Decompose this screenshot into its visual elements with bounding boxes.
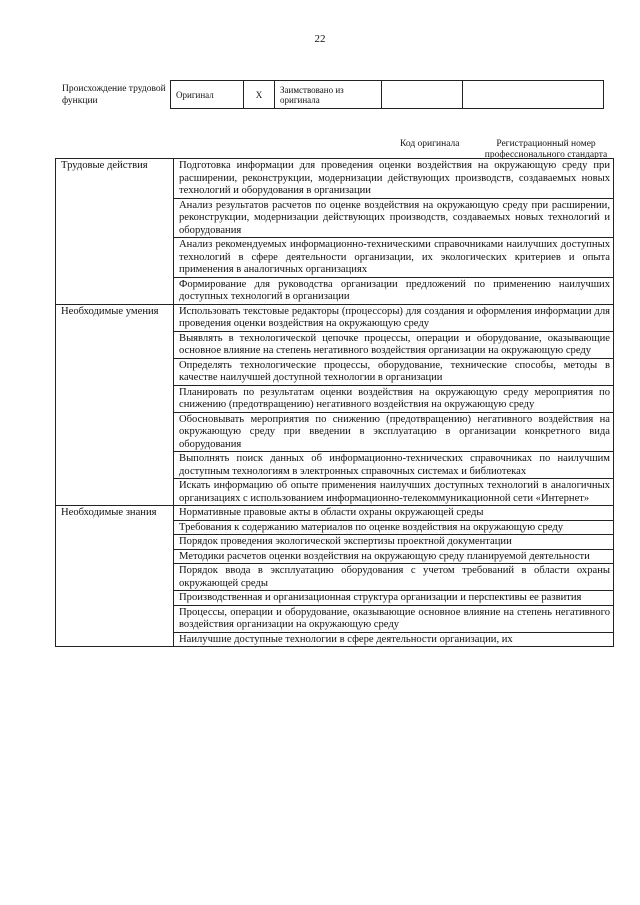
origin-table [170,80,604,109]
section-item: Использовать текстовые редакторы (процессоры) для создания и оформления информации для проведения оценки воздействия на окружающую среду [174,304,614,331]
table-row [56,159,614,199]
table-row [56,506,614,521]
code-caption: Код оригинала [400,139,460,149]
function-table [55,158,614,647]
section-item: Планировать по результатам оценки воздействия на окружающую среду мероприятия по снижению (предотвращению) негативного воздействия на окружающую среду [174,385,614,412]
original-mark: X [244,81,275,109]
section-item: Нормативные правовые акты в области охраны окружающей среды [174,506,614,521]
section-item: Выполнять поиск данных об информационно-технических справочниках по наилучшим доступным технологиям в электронных справочных системах и библиотеках [174,452,614,479]
section-item: Методики расчетов оценки воздействия на окружающую среду планируемой деятельности [174,549,614,564]
section-item: Анализ результатов расчетов по оценке воздействия на окружающую среду при расширении, реконструкции, модернизации действующих производств, создаваемых новых технологий и оборудования [174,198,614,238]
section-title: Трудовые действия [56,159,174,305]
reg-number-caption: Регистрационный номер профессионального стандарта [484,139,608,160]
section-item: Анализ рекомендуемых информационно-техническими справочниками наилучших доступных технологий в сфере деятельности организации, их экологических критериев и опыта применения в аналогичных организациях [174,238,614,278]
section-item: Производственная и организационная структура организации и перспективы ее развития [174,591,614,606]
original-cell: Оригинал [171,81,244,109]
origin-label: Происхождение трудовой функции [62,84,166,106]
section-item: Процессы, операции и оборудование, оказывающие основное влияние на степень негативного воздействия организации на окружающую среду [174,605,614,632]
section-item: Определять технологические процессы, оборудование, технические способы, методы в качестве наилучшей доступной технологии в организации [174,358,614,385]
borrowed-cell: Заимствовано из оригинала [275,81,382,109]
section-item: Выявлять в технологической цепочке процессы, операции и оборудование, оказывающие основное влияние на степень негативного воздействия организации на окружающую среду [174,331,614,358]
section-item: Формирование для руководства организации предложений по применению наилучших доступных технологий в организации [174,277,614,304]
section-item: Наилучшие доступные технологии в сфере деятельности организации, их [174,632,614,647]
section-item: Подготовка информации для проведения оценки воздействия на окружающую среду при расширении, реконструкции, модернизации действующих производств, создаваемых новых технологий и оборудования в организации [174,159,614,199]
section-item: Обосновывать мероприятия по снижению (предотвращению) негативного воздействия на окружающую среду при введении в эксплуатацию в организации конкретного вида оборудования [174,412,614,452]
section-title: Необходимые умения [56,304,174,506]
reg-number-cell [463,81,604,109]
code-cell [382,81,463,109]
section-item: Требования к содержанию материалов по оценке воздействия на окружающую среду [174,520,614,535]
table-row [56,304,614,331]
section-item: Порядок проведения экологической экспертизы проектной документации [174,535,614,550]
section-item: Порядок ввода в эксплуатацию оборудования с учетом требований в области охраны окружающей среды [174,564,614,591]
section-item: Искать информацию об опыте применения наилучших доступных технологий в аналогичных организациях с использованием информационно-телекоммуникационной сети «Интернет» [174,479,614,506]
section-title: Необходимые знания [56,506,174,647]
page-number: 22 [314,33,326,45]
